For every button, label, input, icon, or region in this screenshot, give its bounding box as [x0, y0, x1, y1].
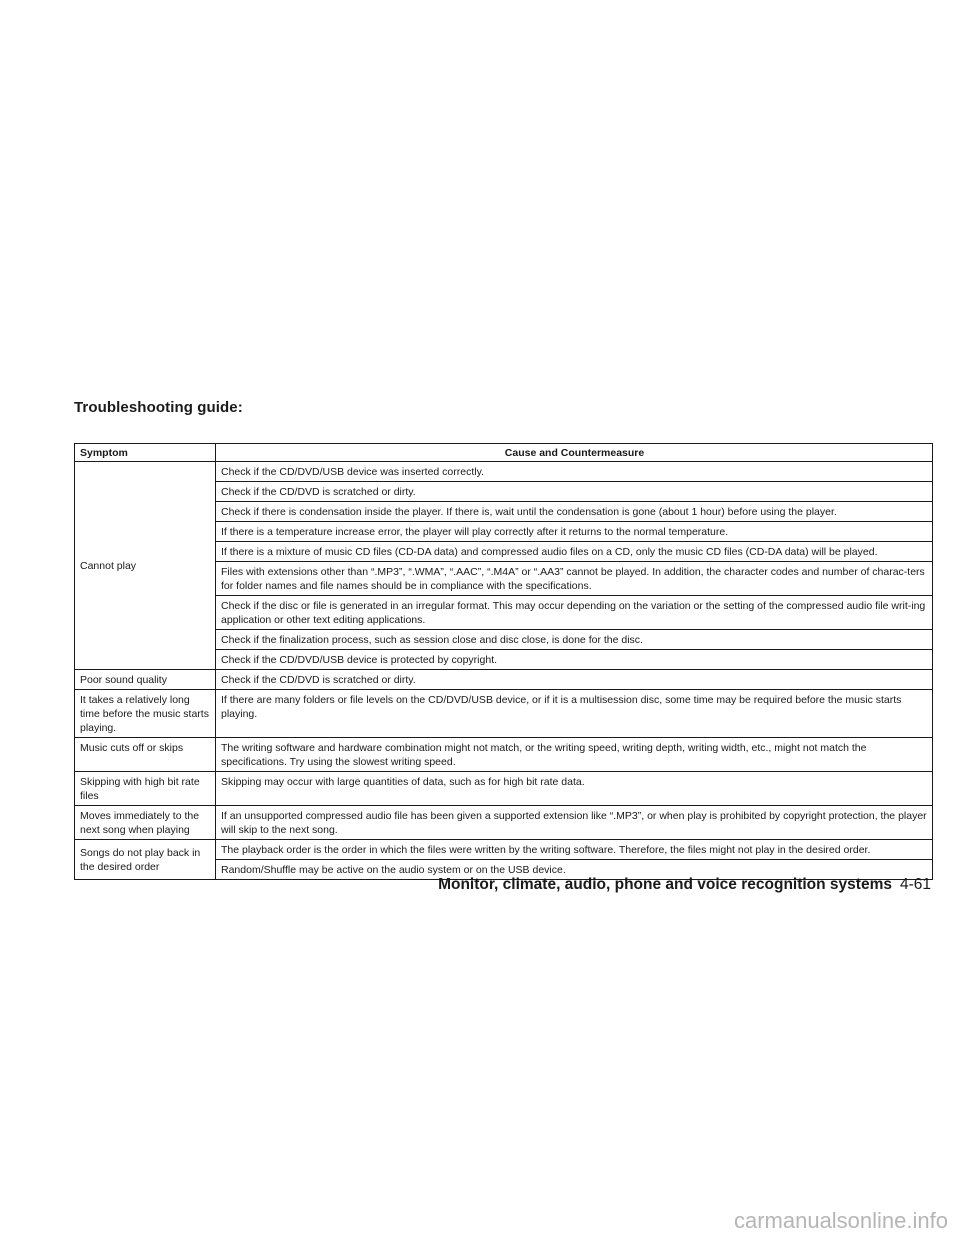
table-row — [75, 772, 933, 806]
symptom-cell: Cannot play — [75, 462, 216, 670]
table-row — [75, 806, 933, 840]
cause-cell: If there is a temperature increase error, the player will play correctly after it returns to the normal temperature. — [216, 522, 933, 542]
cause-cell: The writing software and hardware combination might not match, or the writing speed, writing depth, writing width, etc., might not match the specifications. Try using the slowest writing speed. — [216, 738, 933, 772]
symptom-cell: Moves immediately to the next song when playing — [75, 806, 216, 840]
symptom-cell: Skipping with high bit rate files — [75, 772, 216, 806]
symptom-cell: Poor sound quality — [75, 670, 216, 690]
cause-cell: Check if the CD/DVD is scratched or dirty. — [216, 482, 933, 502]
table-row — [75, 840, 933, 860]
cause-cell: If there are many folders or file levels on the CD/DVD/USB device, or if it is a multisession disc, some time may be required before the music starts playing. — [216, 690, 933, 738]
page-footer — [438, 876, 931, 894]
symptom-cell: It takes a relatively long time before the music starts playing. — [75, 690, 216, 738]
section-title: Troubleshooting guide: — [74, 399, 243, 416]
cause-cell: The playback order is the order in which the files were written by the writing software. Therefore, the files might not play in the desired order. — [216, 840, 933, 860]
cause-cell: Check if the disc or file is generated in an irregular format. This may occur depending on the variation or the setting of the compressed audio file writ-ing application or other text editing applications. — [216, 596, 933, 630]
symptom-cell: Songs do not play back in the desired order — [75, 840, 216, 880]
table-row — [75, 670, 933, 690]
table-row — [75, 738, 933, 772]
watermark: carmanualsonline.info — [733, 1208, 948, 1233]
cause-cell: Files with extensions other than “.MP3”, “.WMA”, “.AAC”, “.M4A” or “.AA3” cannot be played. In addition, the character codes and number of charac-ters for folder names and file names should be in compliance with the specifications. — [216, 562, 933, 596]
cause-cell: Check if the CD/DVD is scratched or dirty. — [216, 670, 933, 690]
header-cause-countermeasure: Cause and Countermeasure — [216, 444, 933, 462]
page-number: 4-61 — [899, 876, 931, 893]
cause-cell: Check if the CD/DVD/USB device is protected by copyright. — [216, 650, 933, 670]
cause-cell: Check if there is condensation inside the player. If there is, wait until the condensation is gone (about 1 hour) before using the player. — [216, 502, 933, 522]
table-body — [75, 462, 933, 880]
table-header-row — [75, 444, 933, 462]
cause-cell: If an unsupported compressed audio file has been given a supported extension like “.MP3”, or when play is prohibited by copyright protection, the player will skip to the next song. — [216, 806, 933, 840]
cause-cell: If there is a mixture of music CD files (CD-DA data) and compressed audio files on a CD, only the music CD files (CD-DA data) will be played. — [216, 542, 933, 562]
table-row — [75, 462, 933, 482]
troubleshooting-table — [74, 443, 933, 880]
cause-cell: Random/Shuffle may be active on the audio system or on the USB device. — [216, 860, 933, 880]
footer-section-name: Monitor, climate, audio, phone and voice recognition systems — [438, 876, 892, 893]
cause-cell: Check if the CD/DVD/USB device was inserted correctly. — [216, 462, 933, 482]
cause-cell: Check if the finalization process, such as session close and disc close, is done for the disc. — [216, 630, 933, 650]
symptom-cell: Music cuts off or skips — [75, 738, 216, 772]
table-row — [75, 690, 933, 738]
cause-cell: Skipping may occur with large quantities of data, such as for high bit rate data. — [216, 772, 933, 806]
header-symptom: Symptom — [75, 444, 216, 462]
